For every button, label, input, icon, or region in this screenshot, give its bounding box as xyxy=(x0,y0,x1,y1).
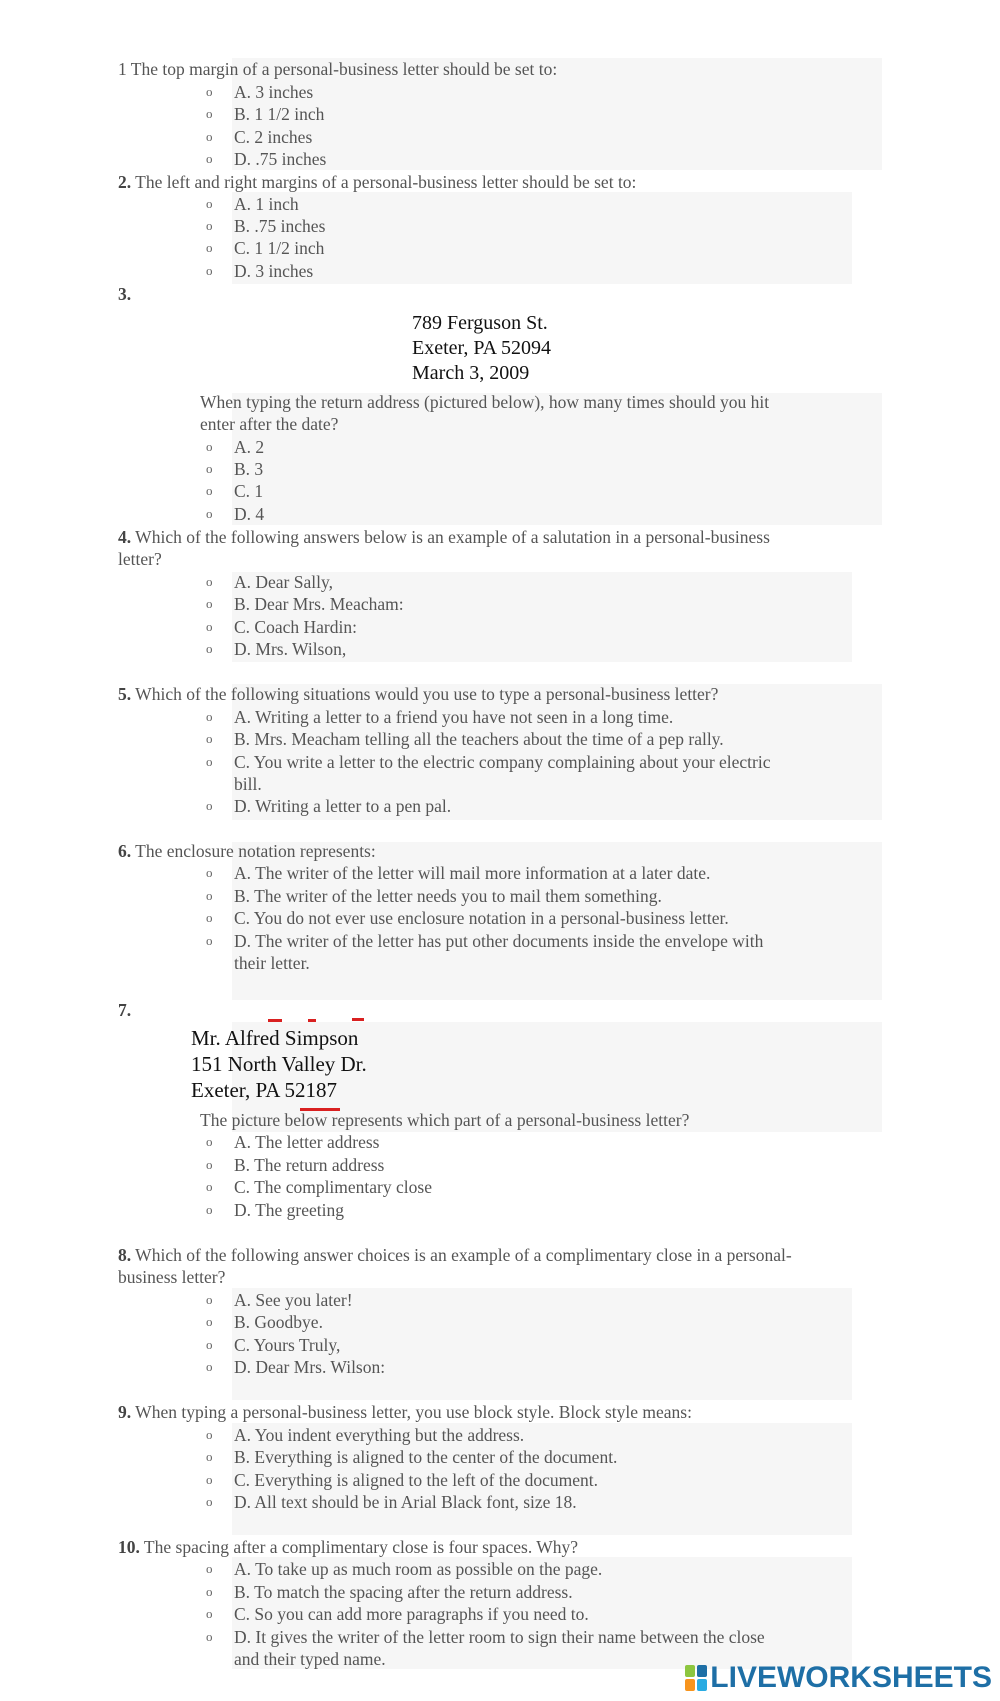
question-number: 6. xyxy=(118,841,132,861)
bullet-icon: o xyxy=(206,1179,213,1194)
bullet-icon: o xyxy=(206,129,213,144)
bullet-icon: o xyxy=(206,574,213,589)
question-stem xyxy=(118,283,131,305)
question-text: letter? xyxy=(118,549,162,569)
answer-band xyxy=(232,192,852,284)
bullet-icon: o xyxy=(206,888,213,903)
answer-option[interactable]: A. You indent everything but the address. xyxy=(234,1425,525,1445)
question-stem xyxy=(118,999,131,1021)
bullet-icon: o xyxy=(206,1494,213,1509)
question-stem xyxy=(118,171,636,193)
answer-option[interactable]: D. 4 xyxy=(234,504,265,524)
bullet-icon: o xyxy=(206,865,213,880)
question-number: 10. xyxy=(118,1537,140,1557)
bullet-icon: o xyxy=(206,483,213,498)
answer-option[interactable]: B. Goodbye. xyxy=(234,1312,323,1332)
bullet-icon: o xyxy=(206,619,213,634)
answer-option[interactable]: D. 3 inches xyxy=(234,261,314,281)
answer-option-continued: bill. xyxy=(234,774,262,794)
bullet-icon: o xyxy=(206,151,213,166)
bullet-icon: o xyxy=(206,196,213,211)
question-text: Which of the following answers below is an example of a salutation in a personal-business xyxy=(131,527,770,547)
answer-option[interactable]: D. Writing a letter to a pen pal. xyxy=(234,796,452,816)
answer-option[interactable]: D. All text should be in Arial Black font, size 18. xyxy=(234,1492,577,1512)
red-scribble xyxy=(308,1019,316,1022)
return-address-image xyxy=(412,311,551,386)
question-number: 2. xyxy=(118,172,132,192)
logo-text: LIVEWORKSHEETS xyxy=(710,1661,992,1694)
answer-option[interactable]: A. Dear Sally, xyxy=(234,572,333,592)
red-scribble xyxy=(268,1019,282,1022)
bullet-icon: o xyxy=(206,1157,213,1172)
question-stem xyxy=(118,840,376,862)
question-stem xyxy=(118,1401,692,1423)
logo-square xyxy=(697,1679,707,1691)
bullet-icon: o xyxy=(206,1584,213,1599)
question-number: 3. xyxy=(118,284,132,304)
logo-square xyxy=(685,1679,695,1691)
bullet-icon: o xyxy=(206,461,213,476)
question-text: When typing the return address (pictured below), how many times should you hit xyxy=(200,392,770,412)
logo-square xyxy=(685,1665,695,1677)
bullet-icon: o xyxy=(206,1202,213,1217)
question-stem xyxy=(118,1244,792,1266)
question-text: When typing a personal-business letter, you use block style. Block style means: xyxy=(131,1402,692,1422)
bullet-icon: o xyxy=(206,731,213,746)
bullet-icon: o xyxy=(206,1472,213,1487)
question-text: business letter? xyxy=(118,1267,226,1287)
bullet-icon: o xyxy=(206,1629,213,1644)
bullet-icon: o xyxy=(206,240,213,255)
answer-option[interactable]: A. 2 xyxy=(234,437,265,457)
bullet-icon: o xyxy=(206,1314,213,1329)
answer-option[interactable]: B. Dear Mrs. Meacham: xyxy=(234,594,404,614)
question-number: 7. xyxy=(118,1000,132,1020)
bullet-icon: o xyxy=(206,1606,213,1621)
answer-option[interactable]: C. You write a letter to the electric company complaining about your electric xyxy=(234,752,771,772)
question-text: enter after the date? xyxy=(200,414,339,434)
bullet-icon: o xyxy=(206,506,213,521)
bullet-icon: o xyxy=(206,596,213,611)
question-number: 4. xyxy=(118,527,132,547)
bullet-icon: o xyxy=(206,933,213,948)
answer-option[interactable]: B. The return address xyxy=(234,1155,385,1175)
image-line: 789 Ferguson St. xyxy=(412,312,548,334)
answer-option[interactable]: C. Coach Hardin: xyxy=(234,617,357,637)
question-text: The picture below represents which part of a personal-business letter? xyxy=(200,1110,690,1130)
answer-option[interactable]: C. 1 xyxy=(234,481,264,501)
bullet-icon: o xyxy=(206,218,213,233)
answer-option[interactable]: B. 3 xyxy=(234,459,264,479)
answer-option[interactable]: C. You do not ever use enclosure notation in a personal-business letter. xyxy=(234,908,729,928)
answer-option[interactable]: D. Mrs. Wilson, xyxy=(234,639,347,659)
bullet-icon: o xyxy=(206,910,213,925)
red-scribble xyxy=(352,1018,364,1021)
answer-option[interactable]: D. The writer of the letter has put other documents inside the envelope with xyxy=(234,931,764,951)
bullet-icon: o xyxy=(206,798,213,813)
answer-option[interactable]: A. 3 inches xyxy=(234,82,314,102)
answer-option[interactable]: C. So you can add more paragraphs if you need to. xyxy=(234,1604,589,1624)
bullet-icon: o xyxy=(206,439,213,454)
logo-square xyxy=(697,1665,707,1677)
bullet-icon: o xyxy=(206,641,213,656)
question-text: Which of the following answer choices is an example of a complimentary close in a personal- xyxy=(131,1245,792,1265)
question-text: Which of the following situations would you use to type a personal-business letter? xyxy=(131,684,719,704)
answer-option[interactable]: C. 1 1/2 inch xyxy=(234,238,325,258)
answer-option[interactable]: B. Mrs. Meacham telling all the teachers about the time of a pep rally. xyxy=(234,729,724,749)
answer-option[interactable]: C. 2 inches xyxy=(234,127,313,147)
question-text: The top margin of a personal-business letter should be set to: xyxy=(126,59,558,79)
answer-option[interactable]: D. .75 inches xyxy=(234,149,327,169)
answer-option[interactable]: C. Yours Truly, xyxy=(234,1335,341,1355)
letter-address-image xyxy=(191,1025,367,1103)
image-line: Mr. Alfred Simpson xyxy=(191,1026,359,1050)
answer-option[interactable]: A. See you later! xyxy=(234,1290,353,1310)
answer-option[interactable]: A. Writing a letter to a friend you have not seen in a long time. xyxy=(234,707,674,727)
answer-option[interactable]: D. Dear Mrs. Wilson: xyxy=(234,1357,386,1377)
question-number: 1 xyxy=(118,59,127,79)
answer-option[interactable]: B. .75 inches xyxy=(234,216,326,236)
answer-option-continued: and their typed name. xyxy=(234,1649,386,1669)
answer-option[interactable]: B. Everything is aligned to the center of the document. xyxy=(234,1447,618,1467)
answer-option[interactable]: A. The letter address xyxy=(234,1132,380,1152)
question-number: 5. xyxy=(118,684,132,704)
image-line: March 3, 2009 xyxy=(412,362,530,384)
image-line: Exeter, PA 52094 xyxy=(412,337,552,359)
bullet-icon: o xyxy=(206,709,213,724)
answer-option[interactable]: A. To take up as much room as possible on the page. xyxy=(234,1559,603,1579)
bullet-icon: o xyxy=(206,1134,213,1149)
bullet-icon: o xyxy=(206,1292,213,1307)
bullet-icon: o xyxy=(206,1561,213,1576)
answer-option[interactable]: B. The writer of the letter needs you to mail them something. xyxy=(234,886,662,906)
answer-option[interactable]: D. The greeting xyxy=(234,1200,344,1220)
bullet-icon: o xyxy=(206,1337,213,1352)
answer-option[interactable]: D. It gives the writer of the letter room to sign their name between the close xyxy=(234,1627,765,1647)
answer-option-continued: their letter. xyxy=(234,953,310,973)
question-text: The left and right margins of a personal-business letter should be set to: xyxy=(131,172,637,192)
logo-grid-icon xyxy=(685,1665,707,1691)
question-text: The spacing after a complimentary close is four spaces. Why? xyxy=(139,1537,579,1557)
answer-option[interactable]: B. To match the spacing after the return address. xyxy=(234,1582,573,1602)
bullet-icon: o xyxy=(206,84,213,99)
image-line: 151 North Valley Dr. xyxy=(191,1052,367,1076)
bullet-icon: o xyxy=(206,1427,213,1442)
question-stem xyxy=(118,683,718,705)
bullet-icon: o xyxy=(206,754,213,769)
bullet-icon: o xyxy=(206,263,213,278)
answer-option[interactable]: C. Everything is aligned to the left of the document. xyxy=(234,1470,599,1490)
bullet-icon: o xyxy=(206,1449,213,1464)
question-text: The enclosure notation represents: xyxy=(131,841,376,861)
answer-option[interactable]: B. 1 1/2 inch xyxy=(234,104,325,124)
question-stem xyxy=(118,526,770,548)
liveworksheets-logo xyxy=(685,1661,992,1695)
bullet-icon: o xyxy=(206,1359,213,1374)
answer-option[interactable]: A. The writer of the letter will mail more information at a later date. xyxy=(234,863,711,883)
question-number: 8. xyxy=(118,1245,132,1265)
bullet-icon: o xyxy=(206,106,213,121)
answer-option[interactable]: A. 1 inch xyxy=(234,194,299,214)
question-stem xyxy=(118,1536,578,1558)
answer-option[interactable]: C. The complimentary close xyxy=(234,1177,432,1197)
question-number: 9. xyxy=(118,1402,132,1422)
image-line: Exeter, PA 52187 xyxy=(191,1078,337,1102)
question-stem xyxy=(118,58,557,80)
